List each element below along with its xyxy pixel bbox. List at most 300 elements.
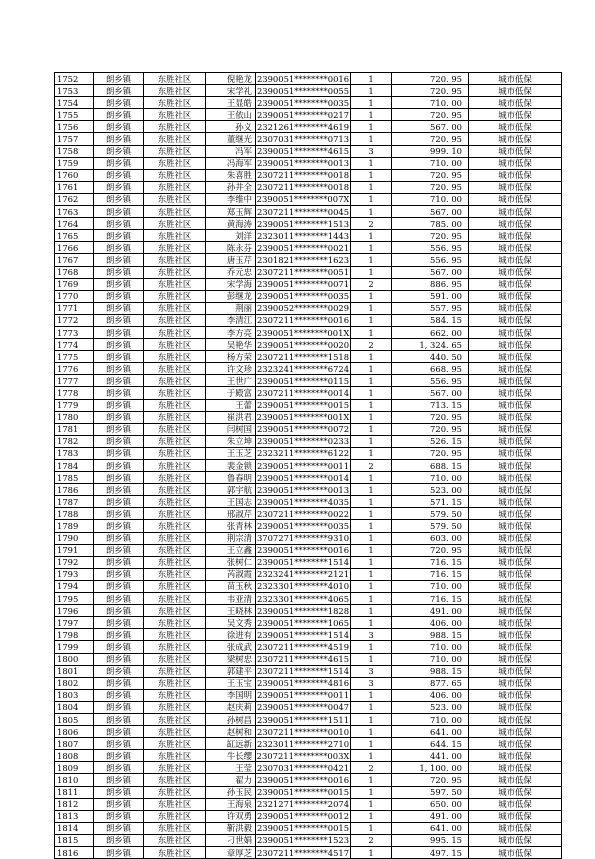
household-count-cell: 1	[351, 169, 392, 181]
row-number: 1791	[55, 544, 94, 556]
table-row	[55, 641, 562, 653]
amount-cell: 567. 00	[392, 266, 469, 278]
id-number-cell: 2307031********0421	[256, 762, 350, 773]
amount-cell: 523. 00	[392, 484, 469, 496]
amount-cell: 988. 15	[392, 665, 469, 677]
table-row	[55, 629, 562, 641]
town-cell: 朗乡镇	[94, 278, 144, 290]
household-count-cell: 1	[351, 641, 392, 653]
table-row	[55, 810, 562, 822]
community-cell: 东胜社区	[144, 750, 206, 762]
row-number: 1813	[55, 810, 94, 822]
benefit-type-cell: 城市低保	[469, 701, 562, 713]
table-row	[55, 435, 562, 447]
amount-cell: 556. 95	[392, 375, 469, 387]
row-number: 1812	[55, 798, 94, 810]
row-number: 1752	[55, 73, 94, 85]
id-number-cell: 2390051********0015	[256, 400, 350, 411]
community-cell: 东胜社区	[144, 834, 206, 846]
town-cell: 朗乡镇	[94, 508, 144, 520]
household-count-cell: 1	[351, 411, 392, 423]
benefit-type-cell: 城市低保	[469, 726, 562, 738]
id-number-cell: 2390051********0015	[256, 787, 350, 798]
town-cell: 朗乡镇	[94, 713, 144, 725]
town-cell: 朗乡镇	[94, 665, 144, 677]
household-count-cell: 1	[351, 617, 392, 629]
community-cell: 东胜社区	[144, 290, 206, 302]
amount-cell: 710. 00	[392, 472, 469, 484]
amount-cell: 999. 10	[392, 145, 469, 157]
benefit-type-cell: 城市低保	[469, 85, 562, 97]
name-cell: 王依山	[206, 109, 256, 121]
community-cell: 东胜社区	[144, 822, 206, 834]
town-cell: 朗乡镇	[94, 133, 144, 145]
row-number: 1772	[55, 314, 94, 326]
name-cell: 郭建平	[206, 665, 256, 677]
community-cell: 东胜社区	[144, 85, 206, 97]
id-number-cell: 2390051********0047	[256, 702, 350, 713]
household-count-cell: 1	[351, 774, 392, 786]
benefit-type-cell: 城市低保	[469, 653, 562, 665]
row-number: 1788	[55, 508, 94, 520]
town-cell: 朗乡镇	[94, 181, 144, 193]
town-cell: 朗乡镇	[94, 302, 144, 314]
amount-cell: 720. 95	[392, 85, 469, 97]
benefit-type-cell: 城市低保	[469, 387, 562, 399]
household-count-cell: 1	[351, 363, 392, 375]
household-count-cell: 2	[351, 339, 392, 351]
table-row	[55, 653, 562, 665]
amount-cell: 491. 00	[392, 605, 469, 617]
table-row	[55, 605, 562, 617]
row-number: 1768	[55, 266, 94, 278]
town-cell: 朗乡镇	[94, 641, 144, 653]
id-number-cell: 2321271********2074	[256, 799, 350, 810]
id-number-cell: 2390051********0014	[256, 472, 350, 483]
name-cell: 鲁春明	[206, 472, 256, 484]
amount-cell: 785. 00	[392, 218, 469, 230]
id-number-cell: 2390052********0029	[256, 303, 350, 314]
id-number-cell: 2323011********1443	[256, 230, 350, 241]
row-number: 1793	[55, 568, 94, 580]
name-cell: 刘洋	[206, 230, 256, 242]
town-cell: 朗乡镇	[94, 254, 144, 266]
table-row	[55, 351, 562, 363]
town-cell: 朗乡镇	[94, 798, 144, 810]
amount-cell: 567. 00	[392, 387, 469, 399]
household-count-cell: 3	[351, 629, 392, 641]
town-cell: 朗乡镇	[94, 85, 144, 97]
name-cell: 王莹	[206, 762, 256, 774]
id-number-cell: 2323241********6724	[256, 363, 350, 374]
name-cell: 杨方荣	[206, 351, 256, 363]
benefit-type-cell: 城市低保	[469, 278, 562, 290]
table-row	[55, 786, 562, 798]
town-cell: 朗乡镇	[94, 847, 144, 859]
community-cell: 东胜社区	[144, 508, 206, 520]
benefit-type-cell: 城市低保	[469, 157, 562, 169]
name-cell: 缸远新	[206, 738, 256, 750]
row-number: 1757	[55, 133, 94, 145]
id-number-cell: 2307211********0022	[256, 508, 350, 519]
id-number-cell: 2390051********0071	[256, 279, 350, 290]
table-row	[55, 750, 562, 762]
amount-cell: 1, 324. 65	[392, 339, 469, 351]
benefit-type-cell: 城市低保	[469, 314, 562, 326]
household-count-cell: 1	[351, 157, 392, 169]
community-cell: 东胜社区	[144, 375, 206, 387]
row-number: 1754	[55, 97, 94, 109]
household-count-cell: 1	[351, 810, 392, 822]
community-cell: 东胜社区	[144, 532, 206, 544]
row-number: 1782	[55, 435, 94, 447]
community-cell: 东胜社区	[144, 544, 206, 556]
amount-cell: 556. 95	[392, 254, 469, 266]
name-cell: 徐进有	[206, 629, 256, 641]
row-number: 1753	[55, 85, 94, 97]
benefit-type-cell: 城市低保	[469, 762, 562, 774]
table-row	[55, 677, 562, 689]
household-count-cell: 1	[351, 701, 392, 713]
benefit-type-cell: 城市低保	[469, 73, 562, 85]
community-cell: 东胜社区	[144, 447, 206, 459]
table-row	[55, 266, 562, 278]
amount-cell: 720. 95	[392, 181, 469, 193]
town-cell: 朗乡镇	[94, 73, 144, 85]
amount-cell: 579. 50	[392, 520, 469, 532]
household-count-cell: 3	[351, 145, 392, 157]
community-cell: 东胜社区	[144, 121, 206, 133]
name-cell: 王显皓	[206, 97, 256, 109]
town-cell: 朗乡镇	[94, 617, 144, 629]
name-cell: 王国志	[206, 496, 256, 508]
amount-cell: 710. 00	[392, 580, 469, 592]
town-cell: 朗乡镇	[94, 242, 144, 254]
household-count-cell: 1	[351, 447, 392, 459]
name-cell: 郭宇航	[206, 484, 256, 496]
benefit-type-cell: 城市低保	[469, 411, 562, 423]
table-row	[55, 85, 562, 97]
household-count-cell: 1	[351, 750, 392, 762]
town-cell: 朗乡镇	[94, 701, 144, 713]
table-row	[55, 218, 562, 230]
town-cell: 朗乡镇	[94, 822, 144, 834]
benefit-type-cell: 城市低保	[469, 399, 562, 411]
amount-cell: 556. 95	[392, 242, 469, 254]
town-cell: 朗乡镇	[94, 423, 144, 435]
table-row	[55, 181, 562, 193]
community-cell: 东胜社区	[144, 484, 206, 496]
id-number-cell: 2390051********0016	[256, 545, 350, 556]
table-row	[55, 568, 562, 580]
id-number-cell: 2390051********0011	[256, 690, 350, 701]
row-number: 1790	[55, 532, 94, 544]
benefit-type-cell: 城市低保	[469, 520, 562, 532]
community-cell: 东胜社区	[144, 181, 206, 193]
table-row	[55, 617, 562, 629]
town-cell: 朗乡镇	[94, 411, 144, 423]
community-cell: 东胜社区	[144, 713, 206, 725]
town-cell: 朗乡镇	[94, 193, 144, 205]
id-number-cell: 2390051********0013	[256, 158, 350, 169]
community-cell: 东胜社区	[144, 326, 206, 338]
benefit-type-cell: 城市低保	[469, 242, 562, 254]
amount-cell: 688. 15	[392, 460, 469, 472]
household-count-cell: 2	[351, 278, 392, 290]
town-cell: 朗乡镇	[94, 230, 144, 242]
town-cell: 朗乡镇	[94, 580, 144, 592]
name-cell: 邢淑芹	[206, 508, 256, 520]
name-cell: 翟力	[206, 774, 256, 786]
town-cell: 朗乡镇	[94, 145, 144, 157]
amount-cell: 567. 00	[392, 206, 469, 218]
name-cell: 许文珍	[206, 363, 256, 375]
town-cell: 朗乡镇	[94, 447, 144, 459]
row-number: 1766	[55, 242, 94, 254]
name-cell: 乔元忠	[206, 266, 256, 278]
name-cell: 闫树国	[206, 423, 256, 435]
row-number: 1769	[55, 278, 94, 290]
name-cell: 靳洪毅	[206, 822, 256, 834]
name-cell: 于殿富	[206, 387, 256, 399]
id-number-cell: 2307211********4517	[256, 847, 350, 858]
name-cell: 苗玉秋	[206, 580, 256, 592]
household-count-cell: 1	[351, 738, 392, 750]
id-number-cell: 2307211********0051	[256, 267, 350, 278]
community-cell: 东胜社区	[144, 230, 206, 242]
benefit-type-cell: 城市低保	[469, 629, 562, 641]
community-cell: 东胜社区	[144, 472, 206, 484]
id-number-cell: 2321261********4619	[256, 121, 350, 132]
benefit-type-cell: 城市低保	[469, 472, 562, 484]
id-number-cell: 2390051********0055	[256, 85, 350, 96]
name-cell: 唐玉芹	[206, 254, 256, 266]
id-number-cell: 2390051********1065	[256, 617, 350, 628]
amount-cell: 716. 15	[392, 593, 469, 605]
row-number: 1808	[55, 750, 94, 762]
community-cell: 东胜社区	[144, 520, 206, 532]
benefit-type-cell: 城市低保	[469, 508, 562, 520]
id-number-cell: 2390051********1513	[256, 218, 350, 229]
row-number: 1767	[55, 254, 94, 266]
id-number-cell: 2307211********4615	[256, 654, 350, 665]
name-cell: 韦亚清	[206, 593, 256, 605]
id-number-cell: 2307031********0713	[256, 134, 350, 145]
table-row	[55, 169, 562, 181]
household-count-cell: 1	[351, 254, 392, 266]
name-cell: 王蕾	[206, 399, 256, 411]
table-row	[55, 798, 562, 810]
name-cell: 冯海军	[206, 157, 256, 169]
amount-cell: 591. 00	[392, 290, 469, 302]
amount-cell: 710. 00	[392, 653, 469, 665]
table-row	[55, 193, 562, 205]
household-count-cell: 1	[351, 181, 392, 193]
id-number-cell: 2390051********0217	[256, 109, 350, 120]
row-number: 1807	[55, 738, 94, 750]
town-cell: 朗乡镇	[94, 399, 144, 411]
household-count-cell: 1	[351, 266, 392, 278]
community-cell: 东胜社区	[144, 677, 206, 689]
household-count-cell: 1	[351, 520, 392, 532]
amount-cell: 668. 95	[392, 363, 469, 375]
household-count-cell: 3	[351, 665, 392, 677]
table-row	[55, 701, 562, 713]
town-cell: 朗乡镇	[94, 314, 144, 326]
row-number: 1796	[55, 605, 94, 617]
id-number-cell: 2390051********0016	[256, 774, 350, 785]
amount-cell: 406. 00	[392, 689, 469, 701]
benefit-type-cell: 城市低保	[469, 326, 562, 338]
name-cell: 王晓林	[206, 605, 256, 617]
benefit-type-cell: 城市低保	[469, 230, 562, 242]
household-count-cell: 1	[351, 593, 392, 605]
benefit-type-cell: 城市低保	[469, 689, 562, 701]
community-cell: 东胜社区	[144, 762, 206, 774]
community-cell: 东胜社区	[144, 363, 206, 375]
name-cell: 张树仁	[206, 556, 256, 568]
community-cell: 东胜社区	[144, 218, 206, 230]
household-count-cell: 2	[351, 460, 392, 472]
name-cell: 赵庆莉	[206, 701, 256, 713]
town-cell: 朗乡镇	[94, 810, 144, 822]
household-count-cell: 1	[351, 423, 392, 435]
amount-cell: 710. 00	[392, 641, 469, 653]
benefit-type-cell: 城市低保	[469, 568, 562, 580]
amount-cell: 603. 00	[392, 532, 469, 544]
table-row	[55, 774, 562, 786]
table-row	[55, 665, 562, 677]
name-cell: 荆丽	[206, 302, 256, 314]
name-cell: 芮淑霞	[206, 568, 256, 580]
amount-cell: 710. 00	[392, 193, 469, 205]
town-cell: 朗乡镇	[94, 629, 144, 641]
town-cell: 朗乡镇	[94, 169, 144, 181]
row-number: 1816	[55, 847, 94, 859]
amount-cell: 1, 100. 00	[392, 762, 469, 774]
community-cell: 东胜社区	[144, 109, 206, 121]
household-count-cell: 1	[351, 302, 392, 314]
name-cell: 李清江	[206, 314, 256, 326]
town-cell: 朗乡镇	[94, 290, 144, 302]
id-number-cell: 2390051********1828	[256, 605, 350, 616]
household-count-cell: 1	[351, 326, 392, 338]
household-count-cell: 1	[351, 472, 392, 484]
name-cell: 荆宗清	[206, 532, 256, 544]
row-number: 1777	[55, 375, 94, 387]
row-number: 1799	[55, 641, 94, 653]
household-count-cell: 1	[351, 798, 392, 810]
amount-cell: 491. 00	[392, 810, 469, 822]
amount-cell: 716. 15	[392, 568, 469, 580]
town-cell: 朗乡镇	[94, 544, 144, 556]
id-number-cell: 2323011********2710	[256, 738, 350, 749]
household-count-cell: 1	[351, 290, 392, 302]
amount-cell: 720. 95	[392, 447, 469, 459]
benefit-type-cell: 城市低保	[469, 544, 562, 556]
table-row	[55, 242, 562, 254]
community-cell: 东胜社区	[144, 435, 206, 447]
table-row	[55, 460, 562, 472]
community-cell: 东胜社区	[144, 302, 206, 314]
row-number: 1765	[55, 230, 94, 242]
household-count-cell: 1	[351, 484, 392, 496]
name-cell: 孙树昌	[206, 713, 256, 725]
community-cell: 东胜社区	[144, 157, 206, 169]
id-number-cell: 2390051********0072	[256, 424, 350, 435]
benefit-type-cell: 城市低保	[469, 605, 562, 617]
household-count-cell: 1	[351, 580, 392, 592]
community-cell: 东胜社区	[144, 568, 206, 580]
row-number: 1759	[55, 157, 94, 169]
row-number: 1794	[55, 580, 94, 592]
name-cell: 彭继龙	[206, 290, 256, 302]
benefit-type-cell: 城市低保	[469, 363, 562, 375]
name-cell: 章厚芝	[206, 847, 256, 859]
id-number-cell: 2390051********4615	[256, 146, 350, 157]
name-cell: 朱立坤	[206, 435, 256, 447]
id-number-cell: 2390051********0115	[256, 375, 350, 386]
household-count-cell: 1	[351, 314, 392, 326]
row-number: 1758	[55, 145, 94, 157]
table-row	[55, 73, 562, 85]
town-cell: 朗乡镇	[94, 568, 144, 580]
table-row	[55, 387, 562, 399]
name-cell: 宋学礼	[206, 85, 256, 97]
table-row	[55, 496, 562, 508]
id-number-cell: 2307211********003X	[256, 750, 350, 761]
name-cell: 王玉宝	[206, 677, 256, 689]
table-row	[55, 822, 562, 834]
benefit-type-cell: 城市低保	[469, 713, 562, 725]
household-count-cell: 1	[351, 605, 392, 617]
household-count-cell: 1	[351, 532, 392, 544]
row-number: 1760	[55, 169, 94, 181]
household-count-cell: 1	[351, 653, 392, 665]
table-row	[55, 423, 562, 435]
row-number: 1770	[55, 290, 94, 302]
row-number: 1810	[55, 774, 94, 786]
amount-cell: 710. 00	[392, 713, 469, 725]
community-cell: 东胜社区	[144, 665, 206, 677]
id-number-cell: 2390051********1514	[256, 557, 350, 568]
community-cell: 东胜社区	[144, 496, 206, 508]
table-row	[55, 447, 562, 459]
community-cell: 东胜社区	[144, 605, 206, 617]
table-row	[55, 593, 562, 605]
row-number: 1814	[55, 822, 94, 834]
benefit-type-cell: 城市低保	[469, 834, 562, 846]
row-number: 1755	[55, 109, 94, 121]
id-number-cell: 2390051********0035	[256, 521, 350, 532]
town-cell: 朗乡镇	[94, 387, 144, 399]
id-number-cell: 2390051********0011	[256, 460, 350, 471]
amount-cell: 567. 00	[392, 121, 469, 133]
town-cell: 朗乡镇	[94, 157, 144, 169]
row-number: 1781	[55, 423, 94, 435]
id-number-cell: 2323301********4065	[256, 593, 350, 604]
row-number: 1798	[55, 629, 94, 641]
name-cell: 梁树忠	[206, 653, 256, 665]
household-count-cell: 1	[351, 351, 392, 363]
town-cell: 朗乡镇	[94, 496, 144, 508]
town-cell: 朗乡镇	[94, 750, 144, 762]
community-cell: 东胜社区	[144, 242, 206, 254]
row-number: 1779	[55, 399, 94, 411]
amount-cell: 720. 95	[392, 423, 469, 435]
town-cell: 朗乡镇	[94, 326, 144, 338]
benefit-type-cell: 城市低保	[469, 351, 562, 363]
